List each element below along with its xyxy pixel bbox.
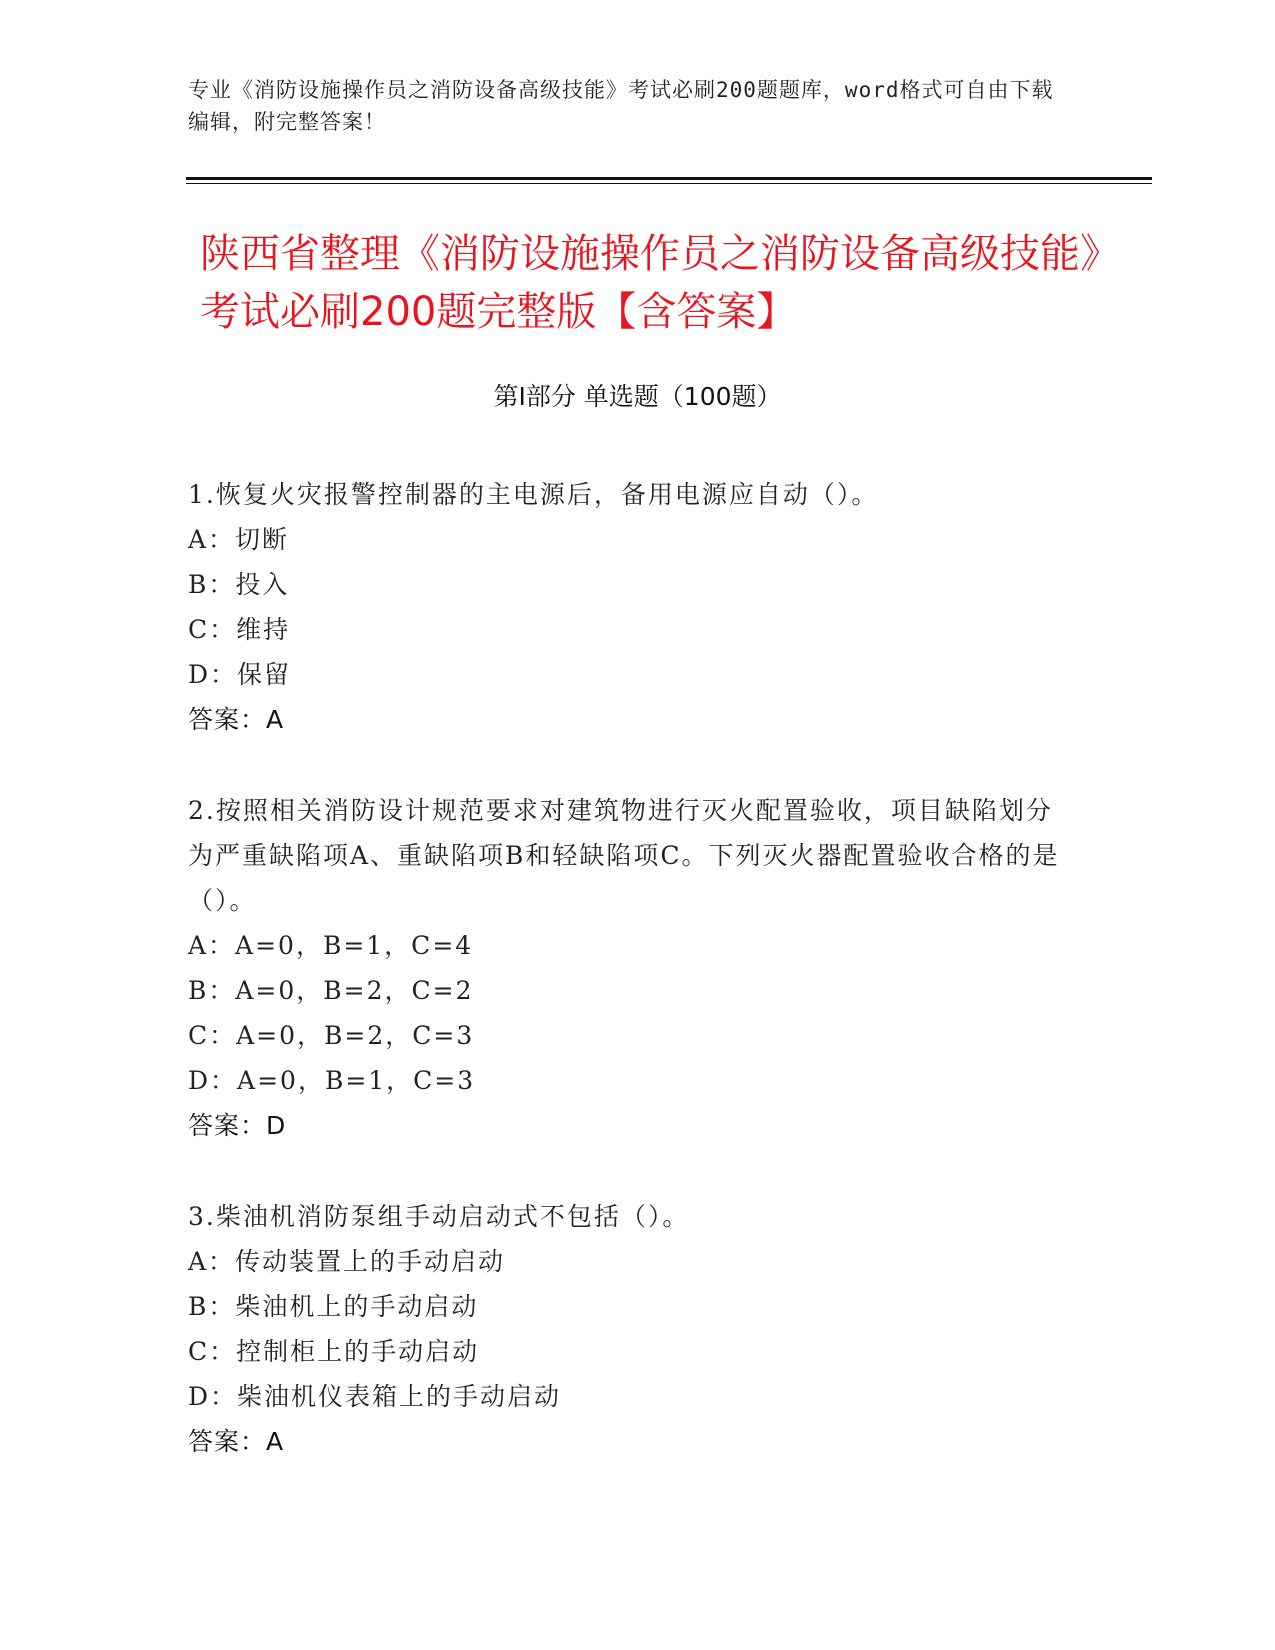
header-note: 专业《消防设施操作员之消防设备高级技能》考试必刷200题题库，word格式可自由下载编辑，附完整答案！ (188, 78, 1054, 134)
question-1 (188, 472, 1068, 742)
option-d: D：A=0，B=1，C=3 (188, 1066, 476, 1095)
option-c: C：A=0，B=2，C=3 (188, 1021, 475, 1050)
answer: 答案：D (188, 1111, 287, 1140)
question-stem: 1.恢复火灾报警控制器的主电源后，备用电源应自动（）。 (188, 480, 879, 509)
header-rule-thick (186, 177, 1152, 180)
option-c: C：维持 (188, 615, 291, 644)
option-a: A：A=0，B=1，C=4 (188, 931, 474, 960)
document-title: 陕西省整理《消防设施操作员之消防设备高级技能》考试必刷200题完整版【含答案】 (200, 231, 1100, 335)
answer: 答案：A (188, 705, 285, 734)
option-d: D：柴油机仪表箱上的手动启动 (188, 1382, 562, 1411)
option-d: D：保留 (188, 660, 292, 689)
option-a: A：传动装置上的手动启动 (188, 1247, 506, 1276)
option-a: A：切断 (188, 525, 290, 554)
option-b: B：A=0，B=2，C=2 (188, 976, 474, 1005)
section-heading: 第I部分 单选题（100题） (493, 382, 782, 411)
question-stem: 2.按照相关消防设计规范要求对建筑物进行灭火配置验收，项目缺陷划分为严重缺陷项A、重缺陷项B和轻缺陷项C。下列灭火器配置验收合格的是（）。 (188, 796, 1060, 915)
option-b: B：柴油机上的手动启动 (188, 1292, 479, 1321)
option-c: C：控制柜上的手动启动 (188, 1337, 480, 1366)
question-stem: 3.柴油机消防泵组手动启动式不包括（）。 (188, 1202, 690, 1231)
question-2 (188, 788, 1068, 1148)
question-list (188, 472, 1068, 1510)
header-rule-thin (186, 183, 1152, 184)
option-b: B：投入 (188, 570, 290, 599)
answer: 答案：A (188, 1427, 285, 1456)
question-3 (188, 1194, 1068, 1464)
